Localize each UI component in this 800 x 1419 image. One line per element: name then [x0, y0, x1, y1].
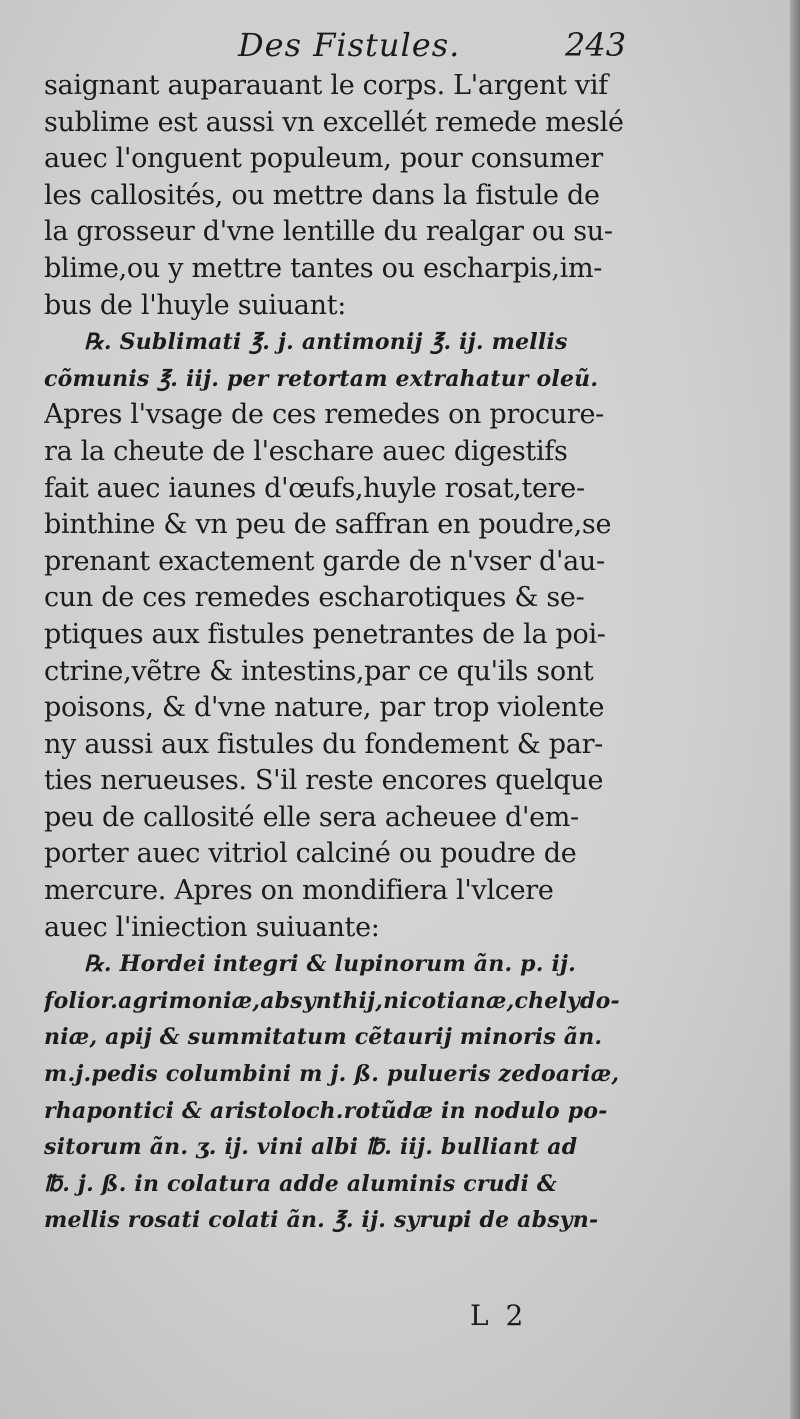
text-line: peu de callosité elle sera acheuee d'em-	[44, 801, 579, 833]
text-line: auec l'onguent populeum, pour consumer	[44, 143, 603, 175]
recipe-line: niæ, apij & summitatum cẽtaurij minoris ãn.	[44, 1024, 603, 1051]
text-line: sublime est aussi vn excellét remede meslé	[44, 106, 624, 138]
text-line: la grosseur d'vne lentille du realgar ou su-	[44, 216, 613, 248]
text-line: ptiques aux fistules penetrantes de la poi-	[44, 618, 606, 650]
text-line: auec l'iniection suiuante:	[44, 911, 380, 943]
page-edge-shadow	[790, 0, 800, 1419]
text-line: blime,ou y mettre tantes ou escharpis,im-	[44, 252, 603, 284]
recipe-line: ℔. j. ß. in colatura adde aluminis crudi &	[44, 1170, 557, 1197]
recipe-line: ℞. Hordei integri & lupinorum ãn. p. ij.	[84, 951, 577, 978]
text-line: fait auec iaunes d'œufs,huyle rosat,tere-	[44, 472, 585, 504]
recipe-line: sitorum ãn. ʒ. ij. vini albi ℔. iij. bulliant ad	[44, 1134, 578, 1161]
recipe-line: m.j.pedis columbini m j. ß. pulueris zedoariæ,	[44, 1061, 620, 1088]
text-line: les callosités, ou mettre dans la fistule de	[44, 179, 600, 211]
text-line: Apres l'vsage de ces remedes on procure-	[44, 399, 604, 431]
main-text	[44, 68, 656, 1239]
text-line: prenant exactement garde de n'vser d'au-	[44, 545, 605, 577]
recipe-line: folior.agrimoniæ,absynthij,nicotianæ,chelydo-	[44, 987, 620, 1014]
text-line: ties nerueuses. S'il reste encores quelque	[44, 765, 604, 797]
recipe-line: mellis rosati colati ãn. ℥. ij. syrupi de absyn-	[44, 1207, 599, 1234]
text-line: porter auec vitriol calciné ou poudre de	[44, 838, 577, 870]
text-line: binthine & vn peu de saffran en poudre,se	[44, 509, 612, 541]
recipe-line: cõmunis ℥. iij. per retortam extrahatur oleũ.	[44, 365, 599, 392]
text-line: cun de ces remedes escharotiques & se-	[44, 582, 585, 614]
text-line: ra la cheute de l'eschare auec digestifs	[44, 435, 568, 467]
running-title: Des Fistules.	[238, 26, 461, 64]
text-line: poisons, & d'vne nature, par trop violente	[44, 692, 605, 724]
text-line: mercure. Apres on mondifiera l'vlcere	[44, 875, 554, 907]
text-line: bus de l'huyle suiuant:	[44, 289, 347, 321]
page-header	[0, 18, 800, 68]
recipe-line: rhapontici & aristoloch.rotũdæ in nodulo po-	[44, 1097, 608, 1124]
text-line: saignant auparauant le corps. L'argent vif	[44, 70, 608, 101]
text-line: ny aussi aux fistules du fondement & par-	[44, 728, 603, 760]
page-number: 243	[565, 26, 627, 64]
signature-mark: L 2	[470, 1299, 528, 1332]
text-line: ctrine,vẽtre & intestins,par ce qu'ils sont	[44, 655, 594, 687]
recipe-line: ℞. Sublimati ℥. j. antimonij ℥. ij. mellis	[84, 329, 568, 356]
